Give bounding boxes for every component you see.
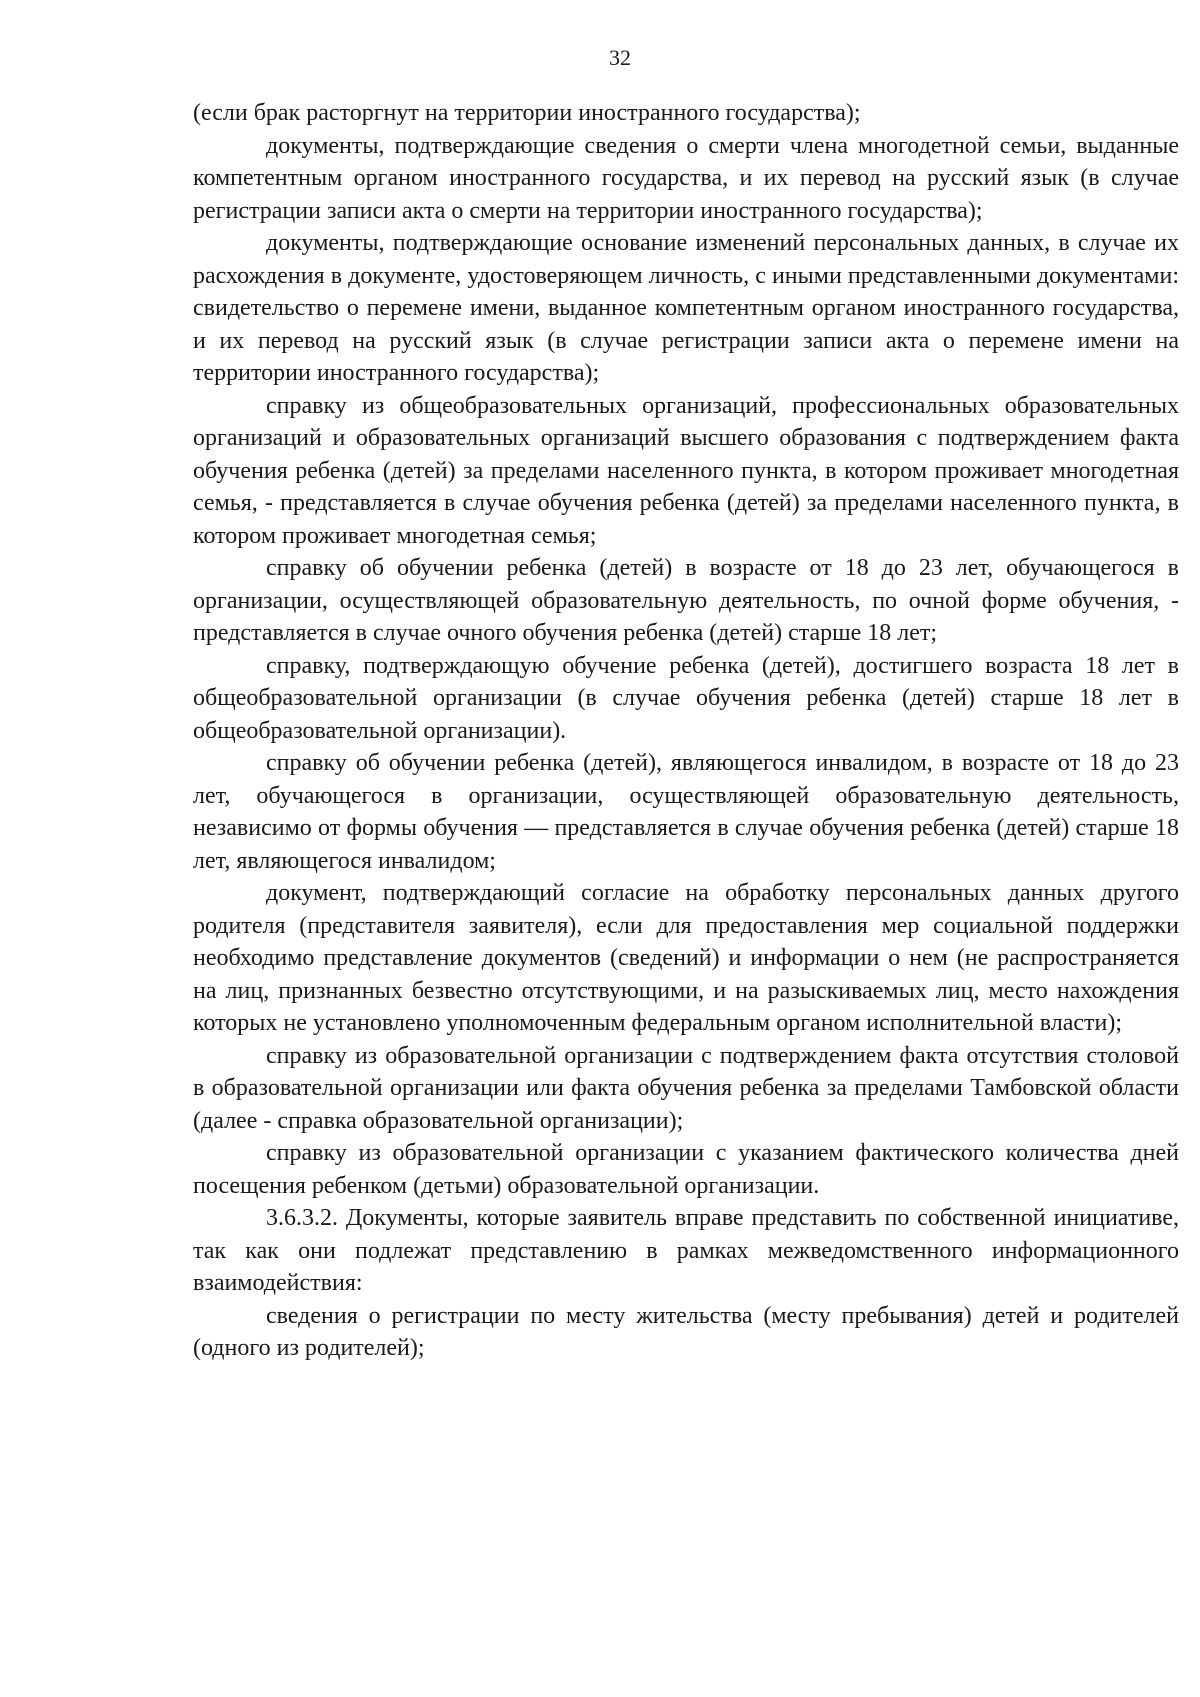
paragraph: сведения о регистрации по месту жительства (месту пребывания) детей и родителей (одного из родителей); — [193, 1302, 1179, 1361]
paragraph: (если брак расторгнут на территории иностранного государства); — [193, 100, 861, 126]
paragraph: документы, подтверждающие сведения о смерти члена многодетной семьи, выданные компетентным органом иностранного государства, и их перевод на русский язык (в случае регистрации записи акта о смерти на территории иностранного государства); — [193, 132, 1179, 224]
paragraph: справку из образовательной организации с подтверждением факта отсутствия столовой в образовательной организации или факта обучения ребенка за пределами Тамбовской области (далее - справка образовательной организации); — [193, 1042, 1179, 1134]
page-number: 32 — [609, 45, 631, 70]
paragraph: справку об обучении ребенка (детей) в возрасте от 18 до 23 лет, обучающегося в организации, осуществляющей образовательную деятельность, по очной форме обучения, - представляется в случае очного обучения ребенка (детей) старше 18 лет; — [193, 555, 1179, 646]
paragraph: 3.6.3.2. Документы, которые заявитель вправе представить по собственной инициативе, так как они подлежат представлению в рамках межведомственного информационного взаимодействия: — [193, 1205, 1179, 1296]
paragraph: документы, подтверждающие основание изменений персональных данных, в случае их расхождения в документе, удостоверяющем личность, с иными представленными документами: свидетельство о перемене имени, выданное компетентным органом иностранного государства, и их перевод на русский язык (в случае регистрации записи акта о перемене имени на территории иностранного государства); — [193, 230, 1179, 386]
paragraph: справку, подтверждающую обучение ребенка (детей), достигшего возраста 18 лет в общеобразовательной организации (в случае обучения ребенка (детей) старше 18 лет в общеобразовательной организации). — [193, 652, 1179, 744]
paragraph: справку из общеобразовательных организаций, профессиональных образовательных организаций и образовательных организаций высшего образования с подтверждением факта обучения ребенка (детей) за пределами населенного пункта, в котором проживает многодетная семья, - представляется в случае обучения ребенка (детей) за пределами населенного пункта, в котором проживает многодетная семья; — [193, 392, 1179, 549]
document-body — [193, 97, 1179, 1365]
paragraph: справку из образовательной организации с указанием фактического количества дней посещения ребенком (детьми) образовательной организации. — [193, 1140, 1179, 1199]
paragraph: справку об обучении ребенка (детей), являющегося инвалидом, в возрасте от 18 до 23 лет, обучающегося в организации, осуществляющей образовательную деятельность, независимо от формы обучения — представляется в случае обучения ребенка (детей) старше 18 лет, являющегося инвалидом; — [193, 750, 1179, 874]
paragraph: документ, подтверждающий согласие на обработку персональных данных другого родителя (представителя заявителя), если для предоставления мер социальной поддержки необходимо представление документов (сведений) и информации о нем (не распространяется на лиц, признанных безвестно отсутствующими, и на разыскиваемых лиц, место нахождения которых не установлено уполномоченным федеральным органом исполнительной власти); — [193, 880, 1179, 1036]
